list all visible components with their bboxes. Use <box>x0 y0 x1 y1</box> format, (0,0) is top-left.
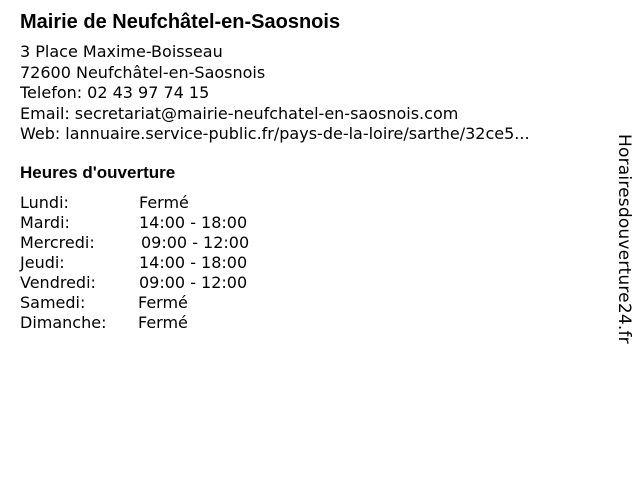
business-card <box>20 10 600 333</box>
site-watermark: Horairesdouverture24.fr <box>614 134 634 344</box>
page-title: Mairie de Neufchâtel-en-Saosnois <box>20 11 341 33</box>
hours-row-samedi <box>20 293 600 313</box>
hours-row-mardi <box>20 213 600 233</box>
phone-label: Telefon: <box>20 83 83 102</box>
hours-row-vendredi <box>20 273 600 293</box>
email-link[interactable]: secretariat@mairie-neufchatel-en-saosnois.com <box>74 103 459 123</box>
hours-table <box>20 193 600 333</box>
web-line <box>20 124 600 145</box>
day-label: Vendredi: <box>20 272 96 292</box>
web-link[interactable]: lannuaire.service-public.fr/pays-de-la-loire/sarthe/32ce5... <box>65 124 530 143</box>
city-address: 72600 Neufchâtel-en-Saosnois <box>20 62 266 82</box>
day-label: Mardi: <box>20 212 70 232</box>
day-hours: 09:00 - 12:00 <box>139 272 248 292</box>
hours-row-mercredi <box>20 233 600 253</box>
day-hours: 14:00 - 18:00 <box>139 252 248 272</box>
hours-row-lundi <box>20 193 600 213</box>
email-line <box>20 104 600 125</box>
day-label: Samedi: <box>20 292 86 312</box>
day-label: Jeudi: <box>20 252 65 272</box>
day-label: Dimanche: <box>20 312 107 332</box>
phone-value[interactable]: 02 43 97 74 15 <box>87 83 210 102</box>
hours-row-dimanche <box>20 313 600 333</box>
street-address: 3 Place Maxime-Boisseau <box>20 42 223 61</box>
day-hours: Fermé <box>138 292 188 312</box>
day-label: Lundi: <box>20 192 69 212</box>
hours-heading: Heures d'ouverture <box>20 162 176 182</box>
email-label: Email: <box>20 103 70 123</box>
day-hours: 14:00 - 18:00 <box>139 212 248 232</box>
day-label: Mercredi: <box>20 232 95 252</box>
web-label: Web: <box>20 124 61 143</box>
day-hours: Fermé <box>138 312 188 332</box>
day-hours: 09:00 - 12:00 <box>141 232 250 252</box>
phone-line <box>20 83 600 104</box>
day-hours: Fermé <box>139 192 189 212</box>
hours-row-jeudi <box>20 253 600 273</box>
